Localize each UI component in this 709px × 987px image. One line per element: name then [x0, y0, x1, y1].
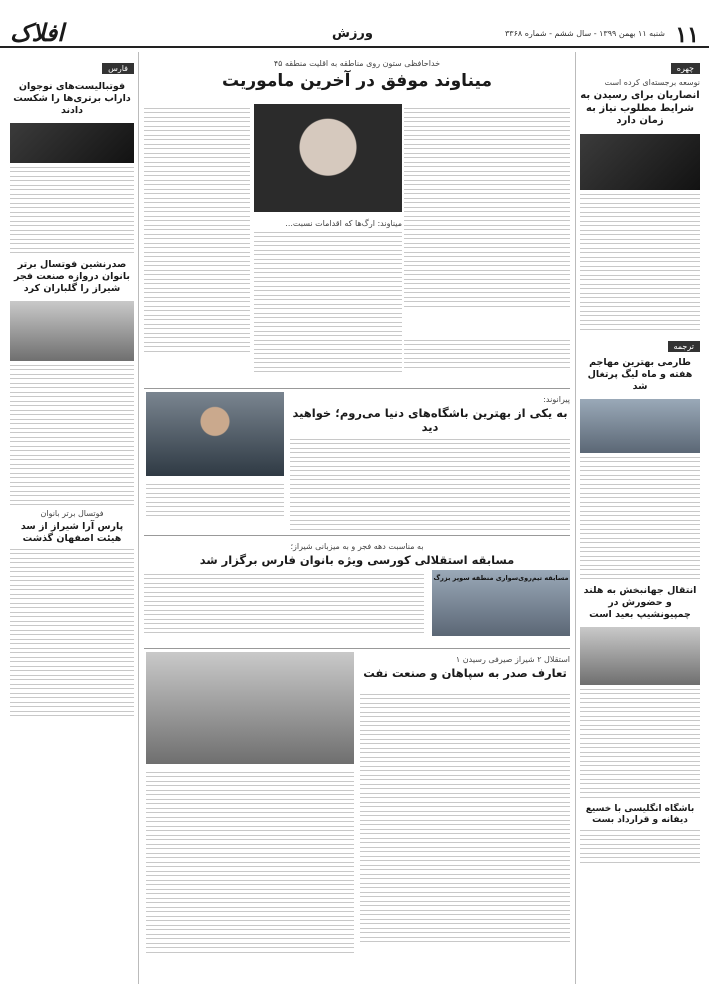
left-column — [10, 56, 134, 984]
coach-portrait — [580, 134, 700, 190]
article-text — [360, 690, 570, 980]
story4-kicker: استقلال ۲ شیراز صیرفی رسیدن ۱ — [455, 655, 570, 664]
left-headline-3: پارس آرا شیراز از سد هیئت اصفهان گذشت — [20, 520, 124, 544]
newspaper-logo: افلاک — [10, 18, 64, 47]
cycling-photo — [432, 570, 570, 636]
right-headline-4: باشگاه انگلیسی با خسیع دیفانه و قرارداد بست — [585, 803, 695, 825]
minavand-portrait — [254, 104, 402, 212]
right-headline-1: انصاریان برای رسیدن به شرایط مطلوب نیاز به زمان دارد — [580, 90, 700, 126]
taremi-photo — [580, 399, 700, 453]
article-text — [144, 104, 250, 384]
goalkeeper-photo — [146, 392, 284, 476]
article-text — [254, 216, 402, 386]
article-text — [10, 365, 134, 506]
story2-kicker: پیرانوند: — [543, 395, 570, 404]
article-text — [580, 830, 700, 863]
main-kicker: خداحافظی ستون روی مناطقه به اقلیت منطقه ۴۵ — [273, 59, 441, 68]
column-divider — [575, 52, 576, 984]
article-text — [10, 167, 134, 254]
story2-headline: به یکی از بهترین باشگاه‌های دنیا می‌روم؛ خواهید دید — [292, 406, 568, 435]
article-text — [580, 689, 700, 798]
masthead — [0, 18, 709, 48]
page-number: ۱۱ — [675, 22, 699, 48]
article-text — [404, 336, 570, 386]
story-cycling-header — [144, 539, 570, 569]
left-headline-2: صدرنشین فوتسال برتر بانوان دروازه صنعت فجر شیراز را گلباران کرد — [14, 259, 130, 294]
left-headline-1: فوتبالیست‌های نوجوان داراب برتری‌ها را شکست دادند — [13, 81, 131, 116]
futsal-photo — [10, 301, 134, 361]
article-text — [404, 104, 570, 334]
article-text — [146, 480, 284, 532]
left-kicker-3: فوتسال برتر بانوان — [40, 508, 104, 518]
story4-headline: تعارف صدر به سپاهان و صنعت نفت — [363, 666, 567, 680]
section-label: فارس — [102, 63, 134, 74]
article-text — [580, 194, 700, 330]
article-text — [580, 457, 700, 580]
right-column — [580, 56, 700, 984]
article-text — [146, 768, 354, 980]
column-divider — [138, 52, 139, 984]
dateline: شنبه ۱۱ بهمن ۱۳۹۹ - سال ششم - شماره ۳۳۶۸ — [504, 29, 665, 38]
photo-caption: میناوند: ارگ‌ها که اقدامات نسبت... — [285, 219, 402, 228]
section-label: ترجمه — [668, 341, 701, 352]
story3-headline: مسابقه استقلالی کورسی ویژه بانوان فارس برگزار شد — [199, 553, 515, 567]
section-label: چهره — [671, 63, 700, 74]
photo-caption: مسابقه تیم‌روی‌سواری منطقه سوپر بزرگ — [433, 574, 569, 582]
story-divider — [144, 535, 570, 536]
match-photo — [146, 652, 354, 764]
right-headline-2: طارمی بهترین مهاجم هفته و ماه لیگ پرتغال شد — [587, 357, 693, 392]
article-text — [10, 549, 134, 717]
story-divider — [144, 648, 570, 649]
right-headline-3: انتقال جهانبخش به هلند و حضورش در چمپیونشیپ بعید است — [583, 585, 697, 620]
story3-kicker: به مناسبت دهه فجر و به میزبانی شیراز؛ — [290, 542, 424, 551]
jahanbakhsh-photo — [580, 627, 700, 685]
article-text — [144, 570, 424, 644]
section-title: ورزش — [332, 26, 373, 41]
team-photo — [10, 123, 134, 163]
right-kicker: نوسعه برجسته‌ای کرده است — [604, 78, 700, 87]
story-divider — [144, 388, 570, 389]
main-headline: میناوند موفق در آخرین ماموریت — [222, 71, 492, 91]
story-league-header — [360, 652, 570, 686]
story-pirvanand — [290, 392, 570, 532]
